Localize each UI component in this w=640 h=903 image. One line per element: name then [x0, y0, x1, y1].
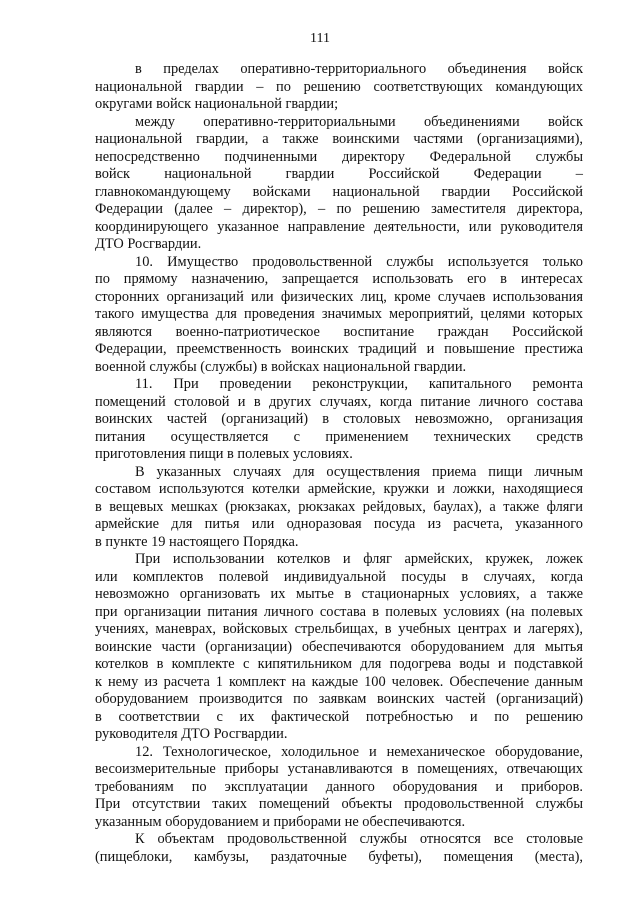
- page-number: 111: [310, 31, 330, 46]
- text-line: сторонних организаций или физических лиц, кроме случаев использования: [95, 288, 583, 305]
- text-line: При использовании котелков и фляг армейских, кружек, ложек: [135, 551, 583, 567]
- text-line: весоизмерительные приборы устанавливаются в помещениях, отвечающих: [95, 761, 583, 777]
- text-line: 12. Технологическое, холодильное и немеханическое оборудование,: [135, 743, 583, 760]
- text-line: указанным оборудованием и приборами не обеспечиваются.: [95, 813, 466, 830]
- text-line: воинских частей (организаций) в столовых невозможно, организация: [95, 411, 583, 427]
- text-line: ДТО Росгвардии.: [95, 236, 202, 252]
- text-line: войск национальной гвардии Российской Федерации –: [95, 166, 583, 182]
- text-line: руководителя ДТО Росгвардии.: [95, 726, 288, 742]
- text-line: В указанных случаях для осуществления приема пищи личным: [135, 463, 583, 480]
- text-line: питания осуществляется с применением технических средств: [95, 428, 583, 445]
- text-line: 10. Имущество продовольственной службы используется только: [135, 253, 583, 270]
- text-line: военной службы (службы) в войсках национальной гвардии.: [95, 358, 467, 375]
- text-line: требованиям по эксплуатации данного оборудования и приборов.: [95, 778, 583, 795]
- text-line: в вещевых мешках (рюкзаках, рюкзаках рейдовых, баулах), а также фляги: [95, 498, 583, 515]
- text-line: координирующего указанное направление деятельности, или руководителя: [95, 218, 583, 235]
- text-line: При отсутствии таких помещений объекты продовольственной службы: [95, 796, 583, 812]
- text-line: армейские для питья или одноразовая посуда из расчета, указанного: [95, 516, 583, 532]
- text-line: такого имущества для проведения значимых мероприятий, целями которых: [95, 306, 583, 322]
- text-line: Федерации (далее – директор), – по решению заместителя директора,: [95, 201, 583, 217]
- text-line: К объектам продовольственной службы относятся все столовые: [135, 831, 583, 847]
- text-line: невозможно организовать их мытье в стационарных условиях, а также: [95, 586, 583, 602]
- text-line: 11. При проведении реконструкции, капитального ремонта: [135, 376, 583, 392]
- text-line: Федерации, преемственность воинских традиций и повышение престижа: [95, 341, 583, 357]
- text-line: по прямому назначению, запрещается использовать его в интересах: [95, 271, 583, 287]
- text-line: помещений столовой и в других случаях, когда питание личного состава: [95, 393, 583, 410]
- text-line: воинские части (организации) обеспечиваются оборудованием для мытья: [95, 638, 583, 655]
- text-line: составом используются котелки армейские, кружки и ложки, находящиеся: [95, 481, 583, 497]
- text-line: (пищеблоки, камбузы, раздаточные буфеты), помещения (места),: [95, 848, 583, 865]
- text-line: между оперативно-территориальными объединениями войск: [135, 113, 583, 130]
- text-line: к нему из расчета 1 комплект на каждые 100 человек. Обеспечение данным: [95, 673, 583, 690]
- text-line: непосредственно подчиненными директору Федеральной службы: [95, 148, 583, 165]
- text-line: в пределах оперативно-территориального объединения войск: [135, 61, 583, 77]
- text-line: котелков в комплекте с кипятильником для подогрева воды и подставкой: [95, 656, 583, 672]
- document-body: [95, 61, 583, 866]
- text-line: национальной гвардии – по решению соответствующих командующих: [95, 78, 583, 95]
- text-line: учениях, маневрах, войсковых стрельбищах, в учебных центрах и лагерях),: [95, 621, 583, 637]
- text-line: являются военно-патриотическое воспитание граждан Российской: [95, 323, 583, 340]
- text-line: при организации питания личного состава в полевых условиях (на полевых: [95, 603, 583, 620]
- text-line: главнокомандующему войсками национальной гвардии Российской: [95, 183, 583, 200]
- text-line: приготовления пищи в полевых условиях.: [95, 446, 353, 462]
- text-line: национальной гвардии, а также воинскими частями (организациями),: [95, 131, 583, 147]
- text-line: в соответствии с их фактической потребностью и по решению: [95, 708, 583, 725]
- text-line: или комплектов полевой индивидуальной посуды в случаях, когда: [95, 568, 583, 585]
- text-line: округами войск национальной гвардии;: [95, 96, 339, 112]
- text-line: в пункте 19 настоящего Порядка.: [95, 533, 299, 550]
- text-line: оборудованием производится по заявкам воинских частей (организаций): [95, 691, 583, 707]
